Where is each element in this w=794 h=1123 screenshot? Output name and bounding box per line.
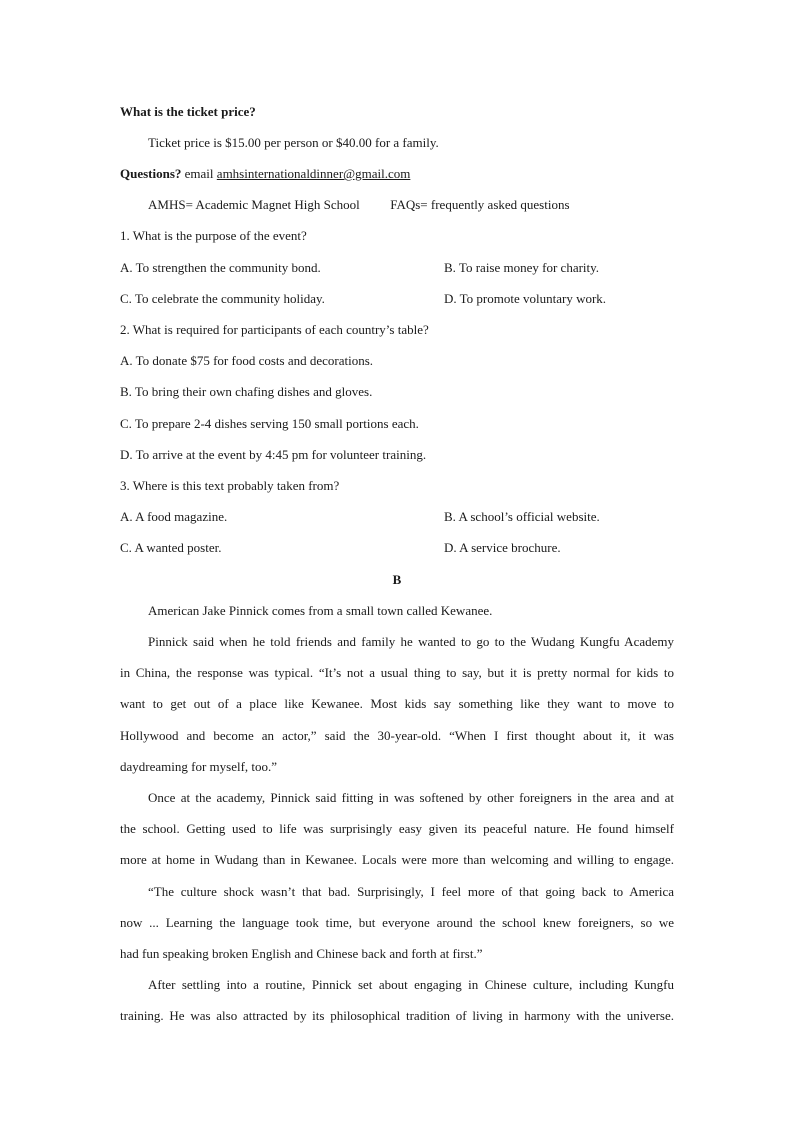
question-2-option-d: D. To arrive at the event by 4:45 pm for volunteer training. [120,447,427,462]
passage-line: Once at the academy, Pinnick said fitting in was softened by other foreigners in the area and at [148,790,674,805]
passage-line: Pinnick said when he told friends and family he wanted to go to the Wudang Kungfu Academy [148,634,674,649]
ticket-heading: What is the ticket price? [120,104,256,119]
question-1-option-b: B. To raise money for charity. [444,260,600,275]
question-3-option-c: C. A wanted poster. [120,540,222,555]
question-1-option-c: C. To celebrate the community holiday. [120,291,325,306]
passage-line: training. He was also attracted by its philosophical tradition of living in harmony with the universe. [120,1008,674,1023]
passage-title: B [392,572,402,587]
question-3-option-d: D. A service brochure. [444,540,561,555]
question-3-stem: 3. Where is this text probably taken from? [120,478,340,493]
passage-line: American Jake Pinnick comes from a small town called Kewanee. [148,603,493,618]
passage-line: the school. Getting used to life was surprisingly easy given its peaceful nature. He found himself [120,821,674,836]
question-3-option-a: A. A food magazine. [120,509,228,524]
passage-line: in China, the response was typical. “It’s not a usual thing to say, but it is pretty normal for kids to [120,665,674,680]
passage-line: After settling into a routine, Pinnick set about engaging in Chinese culture, including Kungfu [148,977,674,992]
passage-line: “The culture shock wasn’t that bad. Surprisingly, I feel more of that going back to America [148,884,674,899]
question-2-option-c: C. To prepare 2-4 dishes serving 150 small portions each. [120,416,419,431]
passage-line: want to get out of a place like Kewanee. Most kids say something like they want to move to [120,696,674,711]
question-2-option-b: B. To bring their own chafing dishes and gloves. [120,384,373,399]
question-3-option-b: B. A school’s official website. [444,509,600,524]
contact-line [120,165,674,183]
passage-line: now ... Learning the language took time, but everyone around the school knew foreigners, so we [120,915,674,930]
question-1-option-a: A. To strengthen the community bond. [120,260,321,275]
glossary-line [148,196,674,214]
contact-prefix: email [184,166,214,181]
question-1-option-d: D. To promote voluntary work. [444,291,607,306]
question-2-stem: 2. What is required for participants of each country’s table? [120,322,429,337]
question-2-option-a: A. To donate $75 for food costs and decorations. [120,353,374,368]
passage-line: had fun speaking broken English and Chinese back and forth at first.” [120,946,483,961]
passage-line: more at home in Wudang than in Kewanee. Locals were more than welcoming and willing to engage. [120,852,674,867]
contact-email-link[interactable]: amhsinternationaldinner@gmail.com [216,166,411,181]
passage-line: Hollywood and become an actor,” said the 30-year-old. “When I first thought about it, it was [120,728,674,743]
glossary-amhs: AMHS= Academic Magnet High School [148,197,360,212]
ticket-text: Ticket price is $15.00 per person or $40.00 for a family. [148,135,439,150]
question-1-stem: 1. What is the purpose of the event? [120,228,307,243]
passage-line: daydreaming for myself, too.” [120,759,278,774]
contact-label: Questions? [120,166,182,181]
glossary-faqs: FAQs= frequently asked questions [390,197,570,212]
